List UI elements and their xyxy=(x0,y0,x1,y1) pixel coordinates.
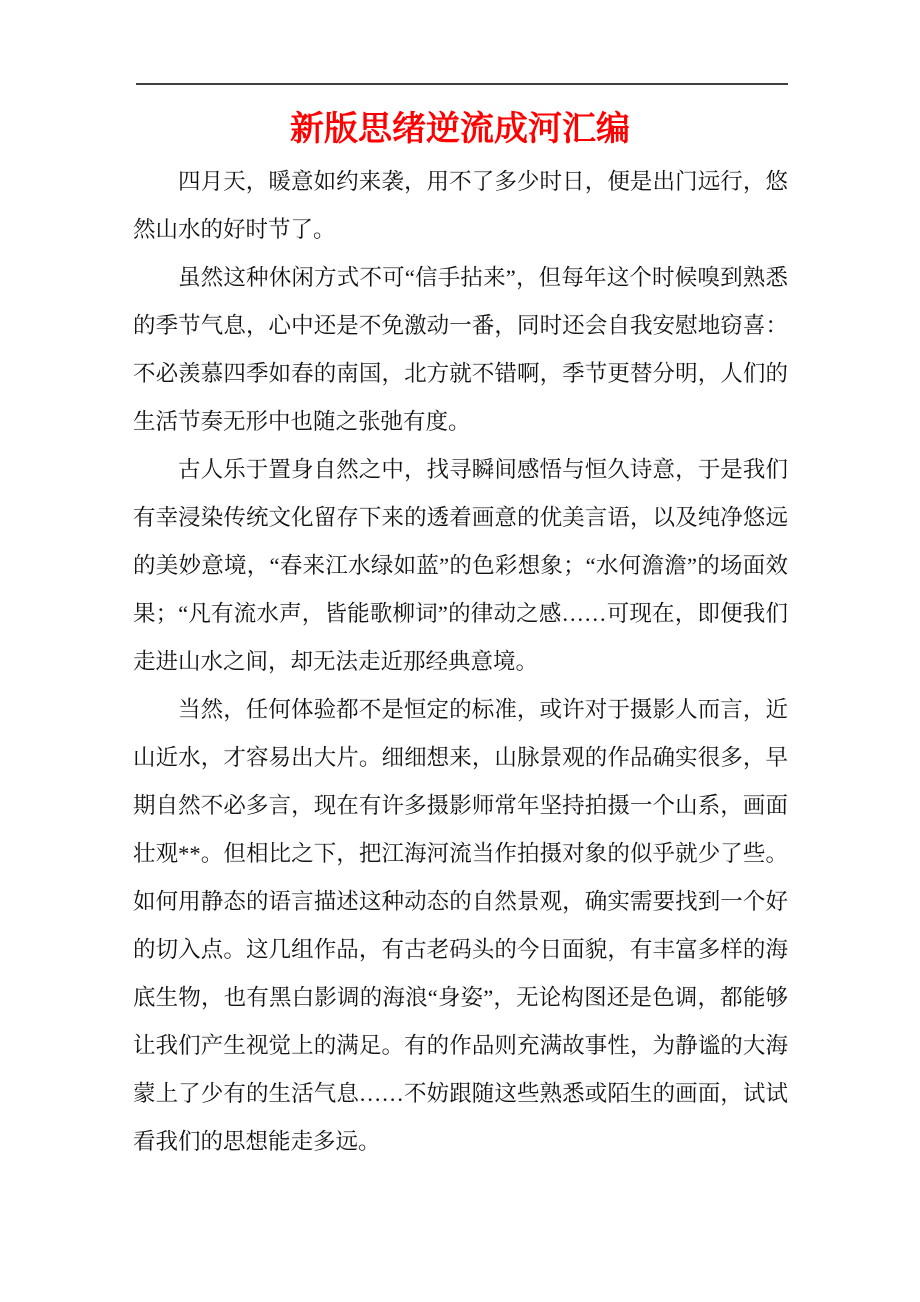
paragraph-3: 古人乐于置身自然之中，找寻瞬间感悟与恒久诗意，于是我们有幸浸染传统文化留存下来的透着画意的优美言语，以及纯净悠远的美妙意境，“春来江水绿如蓝”的色彩想象；“水何澹澹”的场面效果；“凡有流水声，皆能歌柳词”的律动之感……可现在，即便我们走进山水之间，却无法走近那经典意境。 xyxy=(133,457,788,674)
paragraph-4: 当然，任何体验都不是恒定的标准，或许对于摄影人而言，近山近水，才容易出大片。细细想来，山脉景观的作品确实很多，早期自然不必多言，现在有许多摄影师常年坚持拍摄一个山系，画面壮观**。但相比之下，把江海河流当作拍摄对象的似乎就少了些。如何用静态的语言描述这种动态的自然景观，确实需要找到一个好的切入点。这几组作品，有古老码头的今日面貌，有丰富多样的海底生物，也有黑白影调的海浪“身姿”，无论构图还是色调，都能够让我们产生视觉上的满足。有的作品则充满故事性，为静谧的大海蒙上了少有的生活气息……不妨跟随这些熟悉或陌生的画面，试试看我们的思想能走多远。 xyxy=(133,697,788,1154)
horizontal-rule xyxy=(136,83,788,85)
paragraph-1: 四月天，暖意如约来袭，用不了多少时日，便是出门远行，悠然山水的好时节了。 xyxy=(133,169,788,242)
document-body xyxy=(133,158,788,1166)
paragraph-2: 虽然这种休闲方式不可“信手拈来”，但每年这个时候嗅到熟悉的季节气息，心中还是不免激动一番，同时还会自我安慰地窃喜：不必羡慕四季如春的南国，北方就不错啊，季节更替分明，人们的生活节奏无形中也随之张弛有度。 xyxy=(133,265,788,434)
document-title: 新版思绪逆流成河汇编 xyxy=(290,111,630,148)
